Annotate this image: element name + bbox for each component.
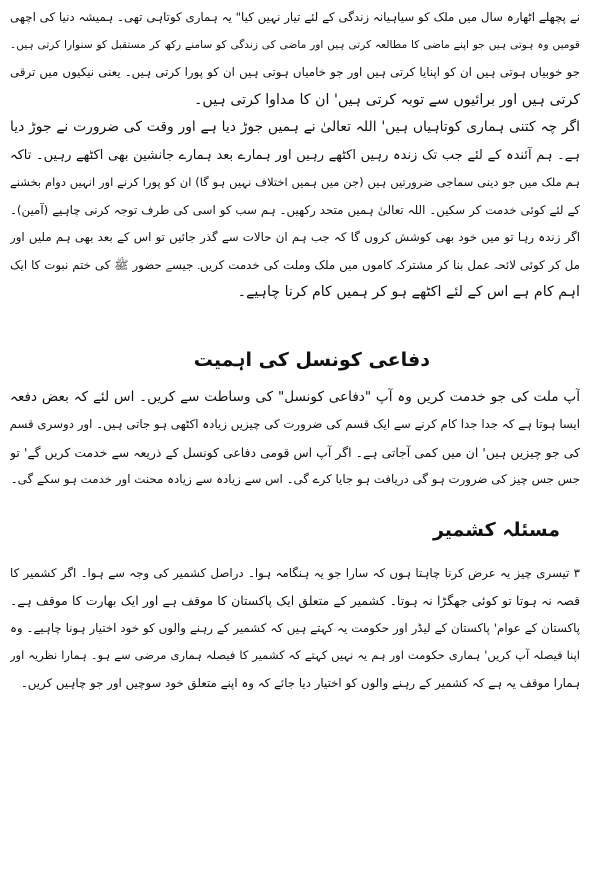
text-line: ایسا ہوتا ہے کہ جدا جدا کام کرنے سے ایک قسم کی ضرورت کی چیزیں زیادہ اکٹھی ہو جاتی ہیں۔ اور دوسری قسم — [10, 417, 580, 431]
text-line: نے پچھلے اٹھارہ سال میں ملک کو سیاہیانہ زندگی کے لئے تیار نہیں کیا" یہ ہماری کوتاہی تھی۔ ہمیشہ دنیا کی اچھی — [10, 10, 580, 24]
section-heading-kashmir-issue: مسئلہ کشمیر — [432, 518, 560, 541]
paragraph-2 — [10, 114, 580, 307]
section-heading-defence-council: دفاعی کونسل کی اہمیت — [193, 348, 430, 371]
text-line: ۳ تیسری چیز یہ عرض کرنا چاہتا ہوں کہ سارا جو یہ ہنگامہ ہوا۔ دراصل کشمیر کی وجہ سے ہوا۔ اگر کشمیر کا — [10, 565, 580, 580]
text-line: کے لئے کوئی خدمت کر سکیں۔ اللہ تعالیٰ ہمیں متحد رکھیں۔ ہم سب کو اسی کی طرف توجہ کرنی چاہیے (آمین)۔ — [10, 202, 580, 217]
text-line: مل کر کوئی لائحہ عمل بنا کر مشترکہ کاموں میں ملک وملت کی خدمت کریں۔ جیسے حضور ﷺ کی ختم نبوت کا ایک — [10, 257, 580, 272]
text-line: ہمارا موقف یہ ہے کہ کشمیر کے رہنے والوں کو اختیار دیا جائے کہ وہ اپنے متعلق خود سوچیں اور جو چاہیں کریں۔ — [20, 675, 580, 690]
text-line: قصہ نہ ہوتا تو کوئی جھگڑا نہ ہوتا۔ کشمیر کے متعلق ایک پاکستان کا موقف ہے اور ایک بھارت کا موقف ہے۔ — [10, 593, 580, 608]
text-line: ہے۔ ہم آئندہ کے لئے جب تک زندہ رہیں اکٹھے رہیں اور ہمارے بعد ہمارے جانشین بھی اکٹھے رہیں۔ تاکہ — [10, 147, 580, 163]
text-line: اگر چہ کتنی ہماری کوتاہیاں ہیں' اللہ تعالیٰ نے ہمیں جوڑ دیا ہے اور وقت کی ضرورت نے جوڑ دیا — [10, 119, 580, 135]
text-line: قومیں وہ ہوتی ہیں جو اپنے ماضی کا مطالعہ کرتی ہیں اور ماضی کی زندگی کو سامنے رکھ کر مستقبل کو سنوارا کرتی ہیں۔ — [10, 38, 580, 51]
text-line: کی جو چیزیں ہیں' ان میں کمی آجاتی ہے۔ اگر آپ اس قومی دفاعی کونسل کے ذریعہ سے خدمت کریں گے' تو — [10, 444, 580, 460]
text-line: اپنا فیصلہ آپ کریں' ہماری حکومت اور ہم یہ نہیں کہتے کہ کشمیر کا فیصلہ ہماری مرضی سے ہو۔ ہمارا نظریہ اور — [10, 648, 580, 662]
paragraph-4 — [10, 560, 580, 698]
text-line: اہم کام ہے اس کے لئے اکٹھے ہو کر ہمیں کام کرنا چاہیے۔ — [237, 284, 580, 300]
text-line: جس جس چیز کی ضرورت ہو گی دریافت ہو جایا کرے گی۔ اس سے زیادہ سے زیادہ محنت اور خدمت ہو سکے گی۔ — [10, 472, 580, 486]
text-line: کرتی ہیں اور برائیوں سے توبہ کرتی ہیں' ان کا مداوا کرتی ہیں۔ — [194, 91, 580, 108]
text-line: جو خوبیاں ہوتی ہیں ان کو اپنایا کرتی ہیں اور جو خامیاں ہوتی ہیں ان کو پورا کرتی ہیں۔ یعنی نیکیوں میں ترقی — [10, 65, 580, 79]
paragraph-3 — [10, 384, 580, 494]
text-line: اگر زندہ رہا تو میں خود بھی کوشش کروں گا کہ جب ہم ان حالات سے گذر جائیں تو اس کے بعد بھی ہم ملیں اور — [10, 230, 580, 244]
text-line: پاکستان کے عوام' پاکستان کے لیڈر اور حکومت یہ کہتے ہیں کہ کشمیر کے رہنے والوں کو خود اختیار ہونا چاہیے۔ وہ — [10, 620, 580, 635]
paragraph-1 — [10, 4, 580, 114]
text-line: ہم ملک میں جو دینی سماجی ضرورتیں ہیں (جن میں ہمیں اختلاف نہیں ہو گا) ان کو پورا کرنے اور انہیں دوام بخشنے — [10, 175, 580, 189]
text-line: آپ ملت کی جو خدمت کریں وہ آپ "دفاعی کونسل" کی وساطت سے کریں۔ اس لئے کہ بعض دفعہ — [10, 388, 580, 405]
